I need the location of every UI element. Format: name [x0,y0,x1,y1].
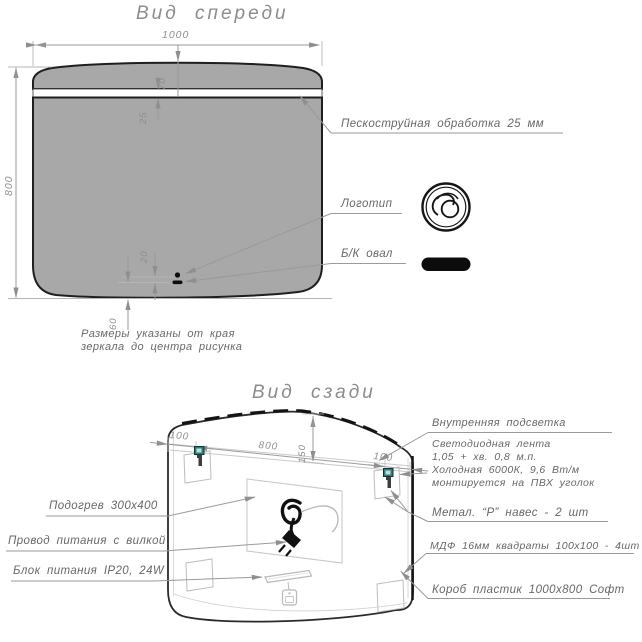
led-label-line2: 1,05 + хв. 0,8 м.п. [432,451,537,463]
front-dim-height: 800 [3,175,15,196]
front-dim-strip: 25 [138,111,149,124]
heating-label: Подогрев 300x400 [49,500,158,512]
logo-position-dot [175,272,180,277]
dimension-note-line1: Размеры указаны от края [81,328,235,340]
backlight-label: Внутренняя подсветка [432,417,566,429]
mdf-label: МДФ 16мм квадраты 100x100 - 4шт [430,540,640,552]
front-dim-top-offset: 70 [157,77,168,90]
front-view-drawing [8,41,563,330]
front-dim-bottom-offset: 60 [108,317,119,330]
logo-label: Логотип [341,198,393,210]
led-label-line4: монтируется на ПВХ уголок [432,477,595,489]
led-label-line3: Холодная 6000К, 9,6 Вт/м [432,464,580,476]
back-view-title: Вид сзади [252,382,376,403]
back-dim-center: 800 [258,440,279,453]
oval-label: Б/К овал [341,248,393,260]
led-label-line1: Светодиодная лента [432,438,551,450]
black-oval-icon [422,258,471,272]
back-dim-right: 100 [372,451,394,464]
back-dim-left: 100 [169,430,190,443]
front-view-title: Вид спереди [136,3,289,24]
hanger-label: Метал. “Р” навес - 2 шт [432,507,589,519]
front-mirror-body [33,98,322,298]
psu-label: Блок питания IP20, 24W [13,565,165,577]
front-dim-width: 1000 [162,29,190,41]
sandblast-label: Пескоструйная обработка 25 мм [341,118,545,130]
cord-label: Провод питания с вилкой [8,535,166,547]
oval-position-mark [173,281,183,285]
front-dim-logo-gap: 20 [139,250,150,263]
dimension-note-line2: зеркала до центра рисунка [81,341,243,353]
box-label: Короб пластик 1000x800 Софт [432,584,625,596]
logo-stamp-icon [423,184,470,231]
back-dim-top: 150 [297,444,308,463]
